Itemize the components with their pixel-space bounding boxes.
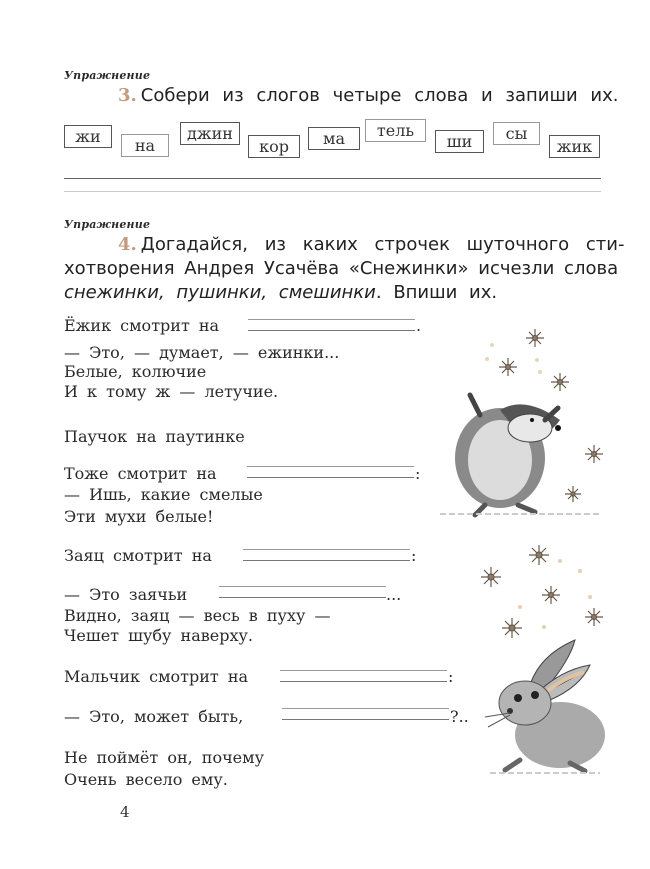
poem-punct: . [416, 316, 422, 335]
poem-line: Не поймёт он, почему [64, 748, 264, 767]
poem-line: Паучок на паутинке [64, 427, 245, 446]
poem-line: Чешет шубу наверху. [64, 626, 253, 645]
syllable-card[interactable]: жик [549, 135, 600, 158]
answer-blank[interactable] [243, 549, 410, 561]
instruction-line: хотворения Андрея Усачёва «Снежинки» исчезли слова [64, 258, 619, 279]
snowflake-icon [481, 545, 603, 638]
page-number: 4 [120, 803, 130, 821]
instruction-italic-words: снежинки, пушинки, смешинки [64, 282, 376, 303]
answer-blank[interactable] [247, 466, 414, 478]
poem-line: — Это, — думает, — ежинки... [64, 343, 340, 362]
answer-line-guide [64, 191, 601, 192]
exercise-4-label: Упражнение [64, 218, 151, 231]
poem-line: Ёжик смотрит на [64, 316, 220, 335]
poem-line: Тоже смотрит на [64, 464, 217, 483]
instruction-line: Догадайся, из каких строчек шуточного сти- [140, 234, 625, 255]
syllable-card[interactable]: кор [248, 135, 300, 158]
answer-blank[interactable] [282, 708, 449, 720]
poem-line: И к тому ж — летучие. [64, 382, 279, 401]
poem-line: Эти мухи белые! [64, 507, 214, 526]
poem-line: Очень весело ему. [64, 770, 228, 789]
hare-illustration [450, 535, 620, 780]
syllable-card[interactable]: на [121, 134, 169, 157]
answer-line[interactable] [64, 178, 601, 179]
poem-punct: : [411, 546, 417, 565]
syllable-card[interactable]: сы [493, 122, 540, 145]
syllable-card[interactable]: ма [308, 127, 360, 150]
poem-line: Белые, колючие [64, 362, 207, 381]
exercise-3-label: Упражнение [64, 69, 151, 82]
exercise-4-instruction [64, 233, 625, 305]
answer-blank[interactable] [280, 670, 447, 682]
poem-line: — Это, может быть, [64, 707, 244, 726]
exercise-3-number: 3. [118, 85, 137, 106]
syllable-card[interactable]: джин [180, 122, 240, 145]
exercise-4-number: 4. [118, 234, 137, 255]
poem-line: Заяц смотрит на [64, 546, 212, 565]
syllable-card[interactable]: тель [365, 119, 426, 142]
poem-line: — Ишь, какие смелые [64, 485, 263, 504]
answer-blank[interactable] [248, 319, 415, 331]
poem-punct: : [448, 667, 454, 686]
poem-punct: ... [386, 585, 402, 604]
instruction-end: . Впиши их. [375, 282, 498, 303]
poem-punct: : [415, 464, 421, 483]
syllable-card[interactable]: жи [64, 125, 112, 148]
poem-punct: ?.. [450, 707, 469, 726]
syllable-card[interactable]: ши [435, 130, 484, 153]
poem-line: Видно, заяц — весь в пуху — [64, 606, 331, 625]
answer-blank[interactable] [219, 586, 386, 598]
poem-line: Мальчик смотрит на [64, 667, 249, 686]
hedgehog-illustration [430, 320, 620, 520]
poem-line: — Это заячьи [64, 585, 188, 604]
exercise-3-text: Собери из слогов четыре слова и запиши их. [140, 85, 619, 106]
exercise-3-instruction [118, 84, 618, 108]
